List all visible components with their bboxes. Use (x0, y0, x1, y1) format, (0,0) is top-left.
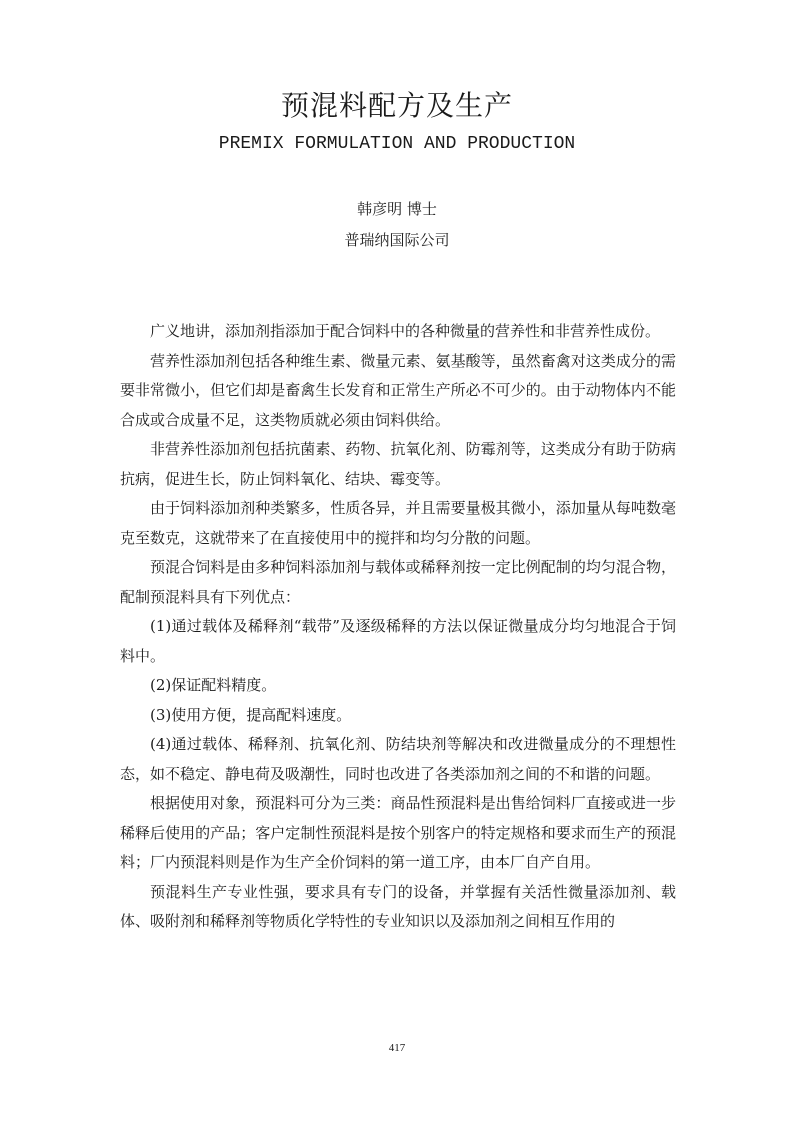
list-item-advantage-4: (4)通过载体、稀释剂、抗氧化剂、防结块剂等解决和改进微量成分的不理想性态，如不稳定、静电荷及吸潮性，同时也改进了各类添加剂之间的不和谐的问题。 (120, 735, 676, 783)
author-name: 韩彦明 博士 (357, 200, 437, 218)
list-item-advantage-3: (3)使用方便，提高配料速度。 (150, 705, 352, 724)
document-title-english: PREMIX FORMULATION AND PRODUCTION (218, 134, 576, 154)
paragraph-production-requirements: 预混料生产专业性强，要求具有专门的设备，并掌握有关活性微量添加剂、载体、吸附剂和稀释剂等物质化学特性的专业知识以及添加剂之间相互作用的 (120, 882, 676, 930)
document-title-chinese: 预混料配方及生产 (280, 89, 513, 122)
paragraph-premix-definition: 预混合饲料是由多种饲料添加剂与载体或稀释剂按一定比例配制的均匀混合物，配制预混料具有下列优点： (120, 558, 676, 606)
list-item-advantage-1: (1)通过载体及稀释剂“载带”及逐级稀释的方法以保证微量成分均匀地混合于饲料中。 (120, 617, 676, 665)
list-item-advantage-2: (2)保证配料精度。 (150, 676, 277, 694)
paragraph-mixing-problem: 由于饲料添加剂种类繁多，性质各异，并且需要量极其微小，添加量从每吨数毫克至数克，这就带来了在直接使用中的搅拌和均匀分散的问题。 (120, 499, 676, 547)
paragraph-nutritional-additives: 营养性添加剂包括各种维生素、微量元素、氨基酸等，虽然畜禽对这类成分的需要非常微小，但它们却是畜禽生长发育和正常生产所必不可少的。由于动物体内不能合成或合成量不足，这类物质就必须由饲料供给。 (120, 351, 676, 429)
paragraph-non-nutritional-additives: 非营养性添加剂包括抗菌素、药物、抗氧化剂、防霉剂等，这类成分有助于防病抗病，促进生长，防止饲料氧化、结块、霉变等。 (120, 440, 676, 488)
paragraph-premix-types: 根据使用对象，预混料可分为三类：商品性预混料是出售给饲料厂直接或进一步稀释后使用的产品；客户定制性预混料是按个别客户的特定规格和要求而生产的预混料；厂内预混料则是作为生产全价饲料的第一道工序，由本厂自产自用。 (120, 794, 676, 871)
author-affiliation: 普瑞纳国际公司 (344, 231, 450, 249)
body-text (120, 317, 676, 937)
page-number: 417 (388, 1042, 406, 1054)
paragraph-definition: 广义地讲，添加剂指添加于配合饲料中的各种微量的营养性和非营养性成份。 (150, 322, 661, 340)
